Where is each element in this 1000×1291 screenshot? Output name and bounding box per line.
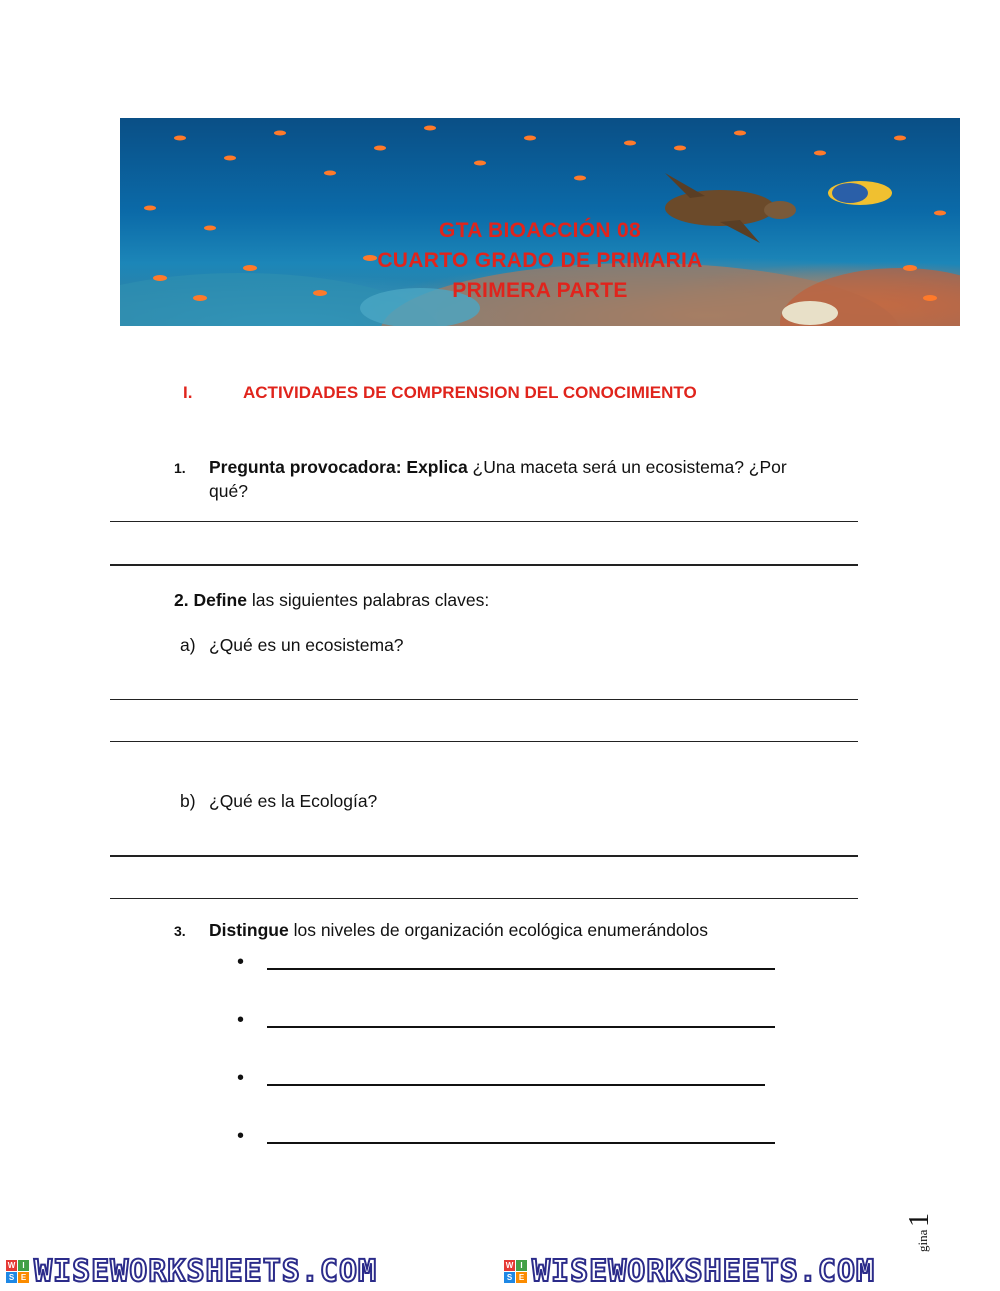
header-banner: [120, 118, 960, 326]
watermark-logo-icon: W I S E: [6, 1260, 30, 1284]
question-3-text: los niveles de organización ecológica enumerándolos: [288, 920, 709, 940]
question-3-number: 3.: [174, 923, 186, 939]
banner-title-line2: CUARTO GRADO DE PRIMARIA: [377, 249, 703, 272]
answer-line[interactable]: [110, 564, 858, 566]
question-1-text2: qué?: [209, 481, 248, 501]
banner-title: [120, 216, 960, 306]
answer-line[interactable]: [110, 521, 858, 522]
answer-line[interactable]: [110, 741, 858, 742]
section-number: I.: [183, 383, 193, 402]
answer-blank[interactable]: [267, 1084, 765, 1086]
question-2: [174, 588, 489, 612]
bullet: •: [237, 1125, 245, 1147]
question-1-bold: Pregunta provocadora: Explica: [209, 457, 468, 477]
bullet: •: [237, 1009, 245, 1031]
answer-blank[interactable]: [267, 1142, 775, 1144]
answer-blank[interactable]: [267, 1026, 775, 1028]
bullet: •: [237, 1067, 245, 1089]
question-2-text: las siguientes palabras claves:: [246, 590, 490, 610]
watermark-text: WISEWORKSHEETS.COM: [34, 1254, 378, 1289]
question-2a-text: ¿Qué es un ecosistema?: [209, 635, 404, 655]
answer-blank[interactable]: [267, 968, 775, 970]
bullet: •: [237, 951, 245, 973]
watermark-text: WISEWORKSHEETS.COM: [532, 1254, 876, 1289]
answer-line[interactable]: [110, 699, 858, 700]
question-1-text: ¿Una maceta será un ecosistema? ¿Por: [467, 457, 787, 477]
page-number: 1: [904, 1213, 935, 1227]
question-2a: [180, 633, 196, 657]
question-2b: [180, 789, 196, 813]
answer-line[interactable]: [110, 898, 858, 899]
question-2b-label: b): [180, 791, 196, 811]
question-1: [209, 455, 869, 503]
page-number-label: [905, 1190, 955, 1260]
question-3: [209, 918, 708, 942]
banner-title-line1: GTA BIOACCIÓN 08: [439, 219, 641, 242]
question-3-bold: Distingue: [209, 920, 289, 940]
question-2a-label: a): [180, 635, 196, 655]
watermark-footer: [0, 1252, 1000, 1291]
question-2b-text: ¿Qué es la Ecología?: [209, 791, 378, 811]
watermark-logo-icon: W I S E: [504, 1260, 528, 1284]
banner-title-line3: PRIMERA PARTE: [452, 279, 628, 302]
section-title: ACTIVIDADES DE COMPRENSION DEL CONOCIMIENTO: [243, 383, 697, 402]
page-label-text: gina: [915, 1229, 930, 1252]
question-2-number: 2.: [174, 590, 189, 610]
question-2-bold: Define: [193, 590, 247, 610]
question-1-number: 1.: [174, 460, 186, 476]
answer-line[interactable]: [110, 855, 858, 857]
